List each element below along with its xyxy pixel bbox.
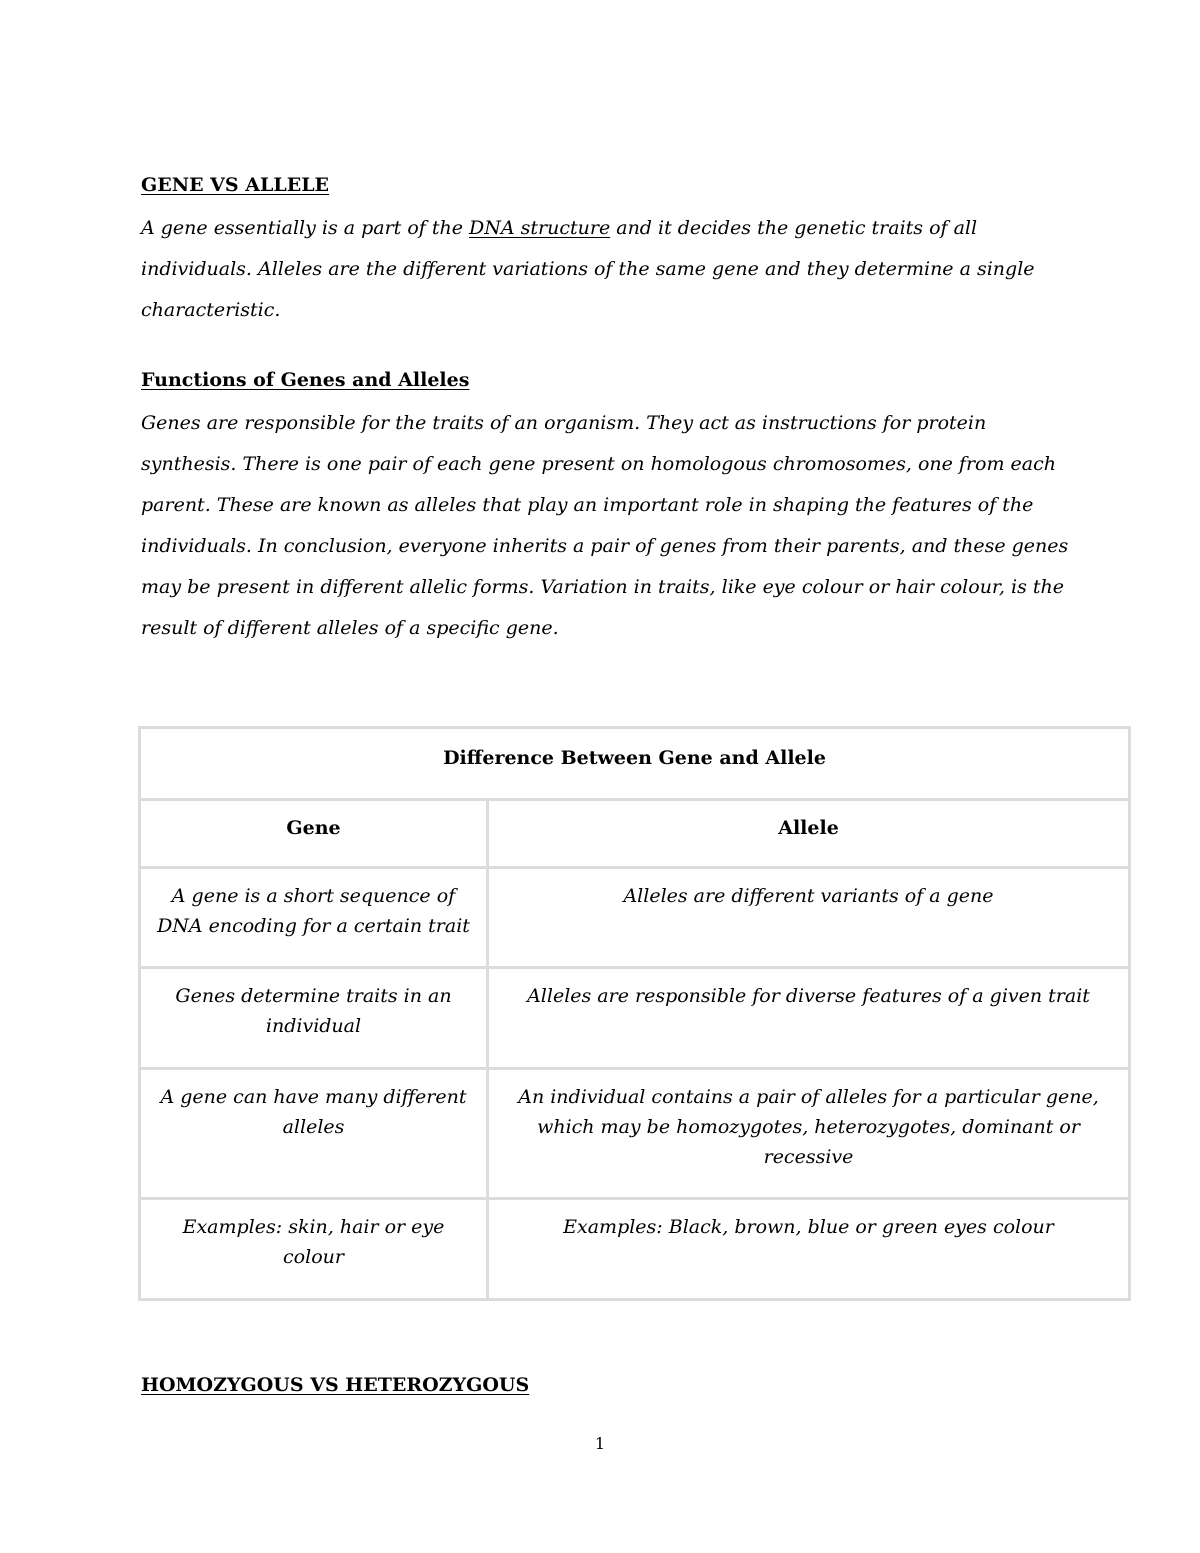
gene-cell: A gene can have many different alleles (140, 1069, 488, 1199)
paragraph-text: A gene essentially is a part of the (141, 217, 470, 239)
gene-cell: Examples: skin, hair or eye colour (140, 1199, 488, 1300)
difference-table (138, 726, 1131, 1301)
column-header-gene: Gene (140, 800, 488, 868)
gene-cell: A gene is a short sequence of DNA encoding for a certain trait (140, 868, 488, 968)
gene-vs-allele-paragraph (141, 208, 1071, 331)
section-heading-functions: Functions of Genes and Alleles (141, 369, 470, 391)
functions-paragraph: Genes are responsible for the traits of an organism. They act as instructions for protein synthesis. There is one pair of each gene present on homologous chromosomes, one from each parent. These are known as alleles that play an important role in shaping the features of the individuals. In conclusion, everyone inherits a pair of genes from their parents, and these genes may be present in different allelic forms. Variation in traits, like eye colour or hair colour, is the result of different alleles of a specific gene. (141, 412, 1069, 639)
section-heading-homozygous: HOMOZYGOUS VS HETEROZYGOUS (141, 1374, 530, 1396)
table-row (140, 868, 1130, 968)
allele-cell: An individual contains a pair of alleles for a particular gene, which may be homozygotes, heterozygotes, dominant or recessive (488, 1069, 1130, 1199)
table-row (140, 1069, 1130, 1199)
table-header-row (140, 800, 1130, 868)
column-header-allele: Allele (488, 800, 1130, 868)
allele-cell: Alleles are responsible for diverse features of a given trait (488, 968, 1130, 1069)
allele-cell: Examples: Black, brown, blue or green eyes colour (488, 1199, 1130, 1300)
section-heading-gene-vs-allele: GENE VS ALLELE (141, 174, 330, 196)
dna-structure-link[interactable]: DNA structure (469, 217, 611, 239)
paragraph-text: and it decides the genetic traits of all individuals. Alleles are the different variations of the same gene and they determine a single characteristic. (141, 217, 1035, 321)
table-row (140, 1199, 1130, 1300)
allele-cell: Alleles are different variants of a gene (488, 868, 1130, 968)
table-title-row (140, 728, 1130, 800)
table-row (140, 968, 1130, 1069)
page-number: 1 (594, 1434, 606, 1453)
gene-cell: Genes determine traits in an individual (140, 968, 488, 1069)
table-title: Difference Between Gene and Allele (140, 728, 1130, 800)
